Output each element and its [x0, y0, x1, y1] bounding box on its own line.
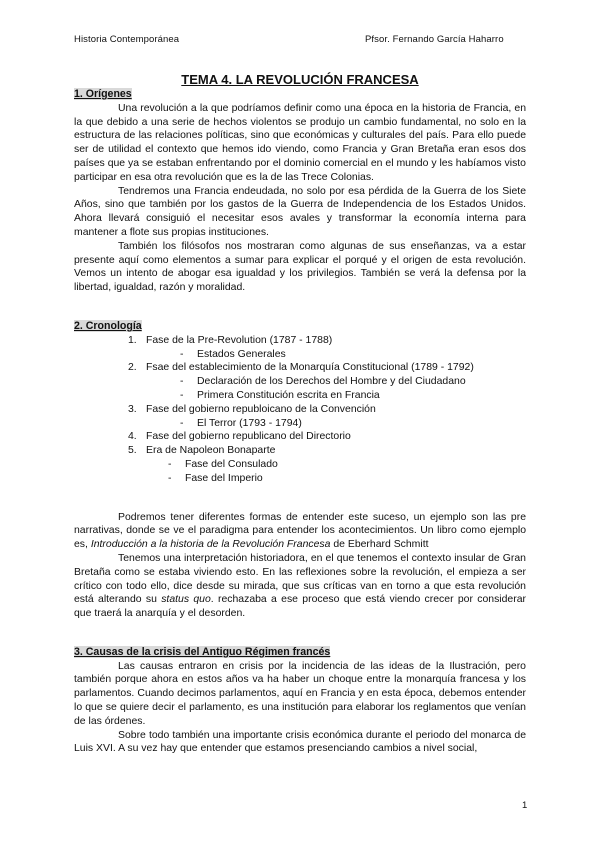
- phase-number: 1.: [128, 334, 137, 346]
- latin-term: status quo: [161, 594, 211, 606]
- phase-subitems: [146, 417, 526, 431]
- section-heading-cronologia-text: 2. Cronología: [74, 319, 142, 332]
- section-heading-causas: [74, 646, 526, 660]
- phase-label: Era de Napoleon Bonaparte: [146, 445, 276, 457]
- phase-number: 4.: [128, 431, 137, 443]
- paragraph: Sobre todo también una importante crisis económica durante el periodo del monarca de Luis XVI. A su vez hay que entender que estamos presenciando cambios a nivel social,: [74, 729, 526, 755]
- document-title: TEMA 4. LA REVOLUCIÓN FRANCESA: [181, 72, 419, 87]
- chronology-phase: [128, 334, 526, 362]
- paragraph: [74, 511, 526, 552]
- phase-number: 2.: [128, 362, 137, 374]
- chronology-phase: [128, 444, 526, 485]
- paragraph: También los filósofos nos mostraran como algunas de sus enseñanzas, va a estar presente aquí como elementos a sumar para explicar el porqué y el origen de esta revolución. Vemos un intento de abogar esa igualdad y los privilegios. También se verá la defensa por la libertad, igualdad, razón y moralidad.: [74, 240, 526, 294]
- chronology-list: [74, 334, 526, 486]
- phase-subitem: - El Terror (1793 - 1794): [180, 417, 526, 431]
- paragraph: Las causas entraron en crisis por la incidencia de las ideas de la Ilustración, pero también porque ahora en estos años va ha haber un choque entre la monarquía francesa y los parlamentos. Cuando decimos parlamentos, aquí en Francia y en esta época, debemos entender lo que se quiere decir el parlamento, es una institución para elaborar los reglamentos que venían de las órdenes.: [74, 660, 526, 727]
- section-heading-origenes-text: 1. Orígenes: [74, 88, 132, 100]
- paragraph-text: de Eberhard Schmitt: [330, 539, 429, 551]
- header-course: Historia Contemporánea: [74, 34, 180, 45]
- phase-subitem: - Estados Generales: [180, 348, 526, 362]
- paragraph-text: Tenemos una interpretación historiadora, en el que tenemos el contexto insular de Gran Bretaña como se estaba viviendo esto. En las reflexiones sobre la revolución, el empieza a ser crítico con todo ello, dice desde su mirada, que sus críticas van en torno a que esta revolución está alterando su: [74, 552, 526, 606]
- paragraph: [74, 552, 526, 621]
- page-number: 1: [522, 800, 528, 811]
- section-heading-origenes: [74, 88, 526, 102]
- phase-subitems: [146, 348, 526, 362]
- document-body: [74, 72, 526, 756]
- header-professor: Pfsor. Fernando García Haharro: [365, 34, 504, 45]
- phase-number: 3.: [128, 403, 137, 415]
- phase-number: 5.: [128, 445, 137, 457]
- section-heading-causas-text: 3. Causas de la crisis del Antiguo Régimen francés: [74, 645, 331, 658]
- phase-subitem: - Fase del Consulado: [168, 458, 526, 472]
- chronology-phase: [128, 361, 526, 402]
- paragraph-text: . rechazaba a ese proceso que está viendo crecer por considerar que traerá la anarquía y el desorden.: [74, 594, 526, 620]
- paragraph-text: Podremos tener diferentes formas de entender este suceso, un ejemplo son las pre narrativas, donde se ve el paradigma para entender los acontecimientos. Un libro como ejemplo es,: [74, 511, 526, 551]
- book-title: Introducción a la historia de la Revolución Francesa: [90, 539, 331, 551]
- phase-label: Fase de la Pre-Revolution (1787 - 1788): [146, 334, 333, 346]
- phase-subitems: [146, 375, 526, 403]
- phase-label: Fase del gobierno republicano del Directorio: [146, 431, 351, 443]
- chronology-phase: [128, 403, 526, 431]
- phase-subitem: - Primera Constitución escrita en Francia: [180, 389, 526, 403]
- phase-subitem: - Fase del Imperio: [168, 472, 526, 486]
- phase-label: Fase del gobierno republoicano de la Convención: [146, 403, 376, 415]
- phase-subitem: - Declaración de los Derechos del Hombre y del Ciudadano: [180, 375, 526, 389]
- section-heading-cronologia: [74, 320, 526, 334]
- phase-label: Fsae del establecimiento de la Monarquía Constitucional (1789 - 1792): [146, 362, 474, 374]
- chronology-phase: [128, 430, 526, 444]
- phase-subitems: [146, 458, 526, 486]
- paragraph: Tendremos una Francia endeudada, no solo por esa pérdida de la Guerra de los Siete Años, sino que también por los gastos de la Guerra de Independencia de los Estados Unidos. Ahora llevará consiguió el necesitar esos avales y transformar la economía interna para mantener a flote sus propias instituciones.: [74, 185, 526, 238]
- paragraph: Una revolución a la que podríamos definir como una época en la historia de Francia, en la que debido a una serie de hechos violentos se produjo un cambio fundamental, no solo en la estructura de las relaciones políticas, sino que económicas y culturales del país. Para ello puede ser de utilidad el contexto que hemos ido viendo, como Francia y Gran Bretaña eran esos dos países que ya se estaban enfrentando por el dominio comercial en el mundo y les habíamos visto participar en esa otra revolución que es la de las Trece Colonias.: [74, 102, 526, 183]
